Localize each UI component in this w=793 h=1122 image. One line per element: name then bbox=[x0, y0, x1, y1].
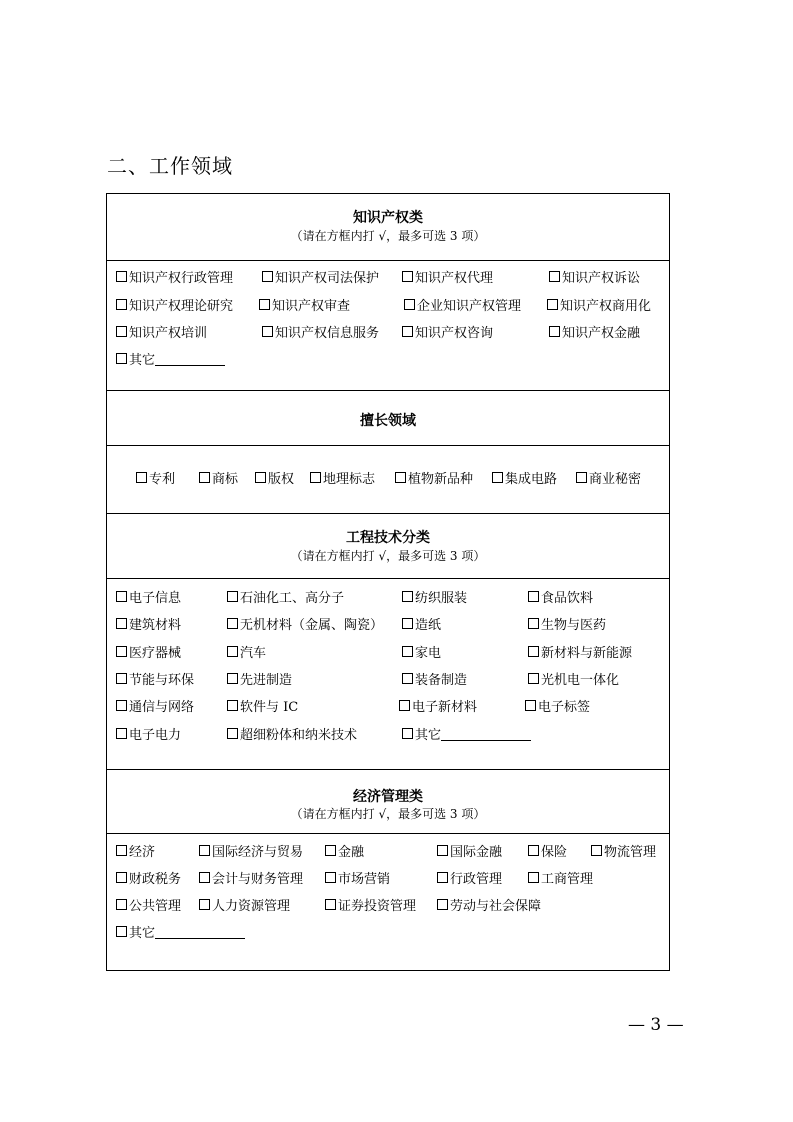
engineering-option[interactable]: 汽车 bbox=[227, 646, 266, 662]
ip-option[interactable]: 知识产权商用化 bbox=[547, 299, 651, 315]
checkbox[interactable] bbox=[528, 591, 539, 602]
engineering-option[interactable]: 石油化工、高分子 bbox=[227, 591, 344, 607]
economic-option[interactable]: 金融 bbox=[325, 845, 364, 861]
expertise-option[interactable]: 地理标志 bbox=[310, 472, 375, 488]
checkbox[interactable] bbox=[227, 591, 238, 602]
engineering-option[interactable]: 电子电力 bbox=[116, 728, 181, 744]
economic-note: （请在方框内打 √，最多可选 3 项） bbox=[290, 807, 486, 821]
ip-options bbox=[107, 260, 669, 390]
ip-option[interactable]: 知识产权审查 bbox=[259, 299, 350, 315]
checkbox[interactable] bbox=[199, 899, 210, 910]
checkbox[interactable] bbox=[325, 845, 336, 856]
ip-header bbox=[107, 194, 669, 260]
economic-title: 经济管理类 bbox=[353, 789, 423, 805]
economic-option[interactable]: 财政税务 bbox=[116, 872, 181, 888]
checkbox[interactable] bbox=[227, 618, 238, 629]
checkbox[interactable] bbox=[492, 472, 503, 483]
checkbox[interactable] bbox=[262, 271, 273, 282]
ip-option[interactable]: 企业知识产权管理 bbox=[404, 299, 521, 315]
checkbox[interactable] bbox=[404, 299, 415, 310]
engineering-option[interactable]: 无机材料（金属、陶瓷） bbox=[227, 618, 383, 634]
expertise-option[interactable]: 集成电路 bbox=[492, 472, 557, 488]
checkbox[interactable] bbox=[116, 299, 127, 310]
engineering-option[interactable]: 纺织服装 bbox=[402, 591, 467, 607]
economic-other-option[interactable]: 其它 bbox=[116, 926, 245, 942]
checkbox[interactable] bbox=[116, 353, 127, 364]
checkbox[interactable] bbox=[116, 700, 127, 711]
checkbox[interactable] bbox=[402, 673, 413, 684]
ip-option[interactable]: 知识产权金融 bbox=[549, 326, 640, 342]
economic-option[interactable]: 保险 bbox=[528, 845, 567, 861]
checkbox[interactable] bbox=[116, 618, 127, 629]
checkbox[interactable] bbox=[525, 700, 536, 711]
checkbox[interactable] bbox=[262, 326, 273, 337]
engineering-option[interactable]: 通信与网络 bbox=[116, 700, 194, 716]
ip-option[interactable]: 知识产权培训 bbox=[116, 326, 207, 342]
checkbox[interactable] bbox=[116, 728, 127, 739]
economic-options bbox=[107, 833, 669, 971]
checkbox[interactable] bbox=[136, 472, 147, 483]
checkbox[interactable] bbox=[395, 472, 406, 483]
checkbox[interactable] bbox=[402, 646, 413, 657]
checkbox[interactable] bbox=[116, 646, 127, 657]
checkbox[interactable] bbox=[199, 845, 210, 856]
checkbox[interactable] bbox=[227, 728, 238, 739]
checkbox[interactable] bbox=[227, 673, 238, 684]
checkbox[interactable] bbox=[259, 299, 270, 310]
checkbox[interactable] bbox=[402, 326, 413, 337]
checkbox[interactable] bbox=[325, 899, 336, 910]
checkbox[interactable] bbox=[402, 728, 413, 739]
checkbox[interactable] bbox=[116, 872, 127, 883]
checkbox[interactable] bbox=[437, 845, 448, 856]
ip-option[interactable]: 知识产权咨询 bbox=[402, 326, 493, 342]
engineering-option[interactable]: 建筑材料 bbox=[116, 618, 181, 634]
checkbox[interactable] bbox=[576, 472, 587, 483]
checkbox[interactable] bbox=[227, 700, 238, 711]
checkbox[interactable] bbox=[528, 872, 539, 883]
engineering-option[interactable]: 装备制造 bbox=[402, 673, 467, 689]
checkbox[interactable] bbox=[399, 700, 410, 711]
engineering-title: 工程技术分类 bbox=[346, 530, 430, 546]
ip-option[interactable]: 知识产权代理 bbox=[402, 271, 493, 287]
expertise-option[interactable]: 专利 bbox=[136, 472, 175, 488]
engineering-option[interactable]: 食品饮料 bbox=[528, 591, 593, 607]
expertise-option[interactable]: 植物新品种 bbox=[395, 472, 473, 488]
other-fill-line[interactable] bbox=[155, 926, 245, 939]
checkbox[interactable] bbox=[402, 271, 413, 282]
engineering-option[interactable]: 新材料与新能源 bbox=[528, 646, 632, 662]
economic-option[interactable]: 人力资源管理 bbox=[199, 899, 290, 915]
checkbox[interactable] bbox=[199, 472, 210, 483]
engineering-option[interactable]: 节能与环保 bbox=[116, 673, 194, 689]
section-heading: 二、工作领域 bbox=[107, 154, 233, 178]
checkbox[interactable] bbox=[528, 673, 539, 684]
engineering-option[interactable]: 家电 bbox=[402, 646, 441, 662]
checkbox[interactable] bbox=[549, 271, 560, 282]
ip-other-option[interactable]: 其它 bbox=[116, 353, 225, 369]
engineering-header bbox=[107, 513, 669, 578]
checkbox[interactable] bbox=[402, 591, 413, 602]
checkbox[interactable] bbox=[116, 673, 127, 684]
economic-header bbox=[107, 769, 669, 833]
expertise-title: 擅长领域 bbox=[360, 413, 416, 429]
engineering-option[interactable]: 软件与 IC bbox=[227, 700, 298, 716]
expertise-options bbox=[107, 445, 669, 513]
economic-option[interactable]: 劳动与社会保障 bbox=[437, 899, 541, 915]
engineering-option[interactable]: 电子新材料 bbox=[399, 700, 477, 716]
engineering-option[interactable]: 先进制造 bbox=[227, 673, 292, 689]
checkbox[interactable] bbox=[528, 618, 539, 629]
checkbox[interactable] bbox=[528, 646, 539, 657]
expertise-header bbox=[107, 390, 669, 445]
expertise-option[interactable]: 版权 bbox=[255, 472, 294, 488]
checkbox[interactable] bbox=[547, 299, 558, 310]
economic-option[interactable]: 工商管理 bbox=[528, 872, 593, 888]
engineering-options bbox=[107, 578, 669, 769]
engineering-option[interactable]: 医疗器械 bbox=[116, 646, 181, 662]
checkbox[interactable] bbox=[116, 899, 127, 910]
checkbox[interactable] bbox=[116, 326, 127, 337]
ip-option[interactable]: 知识产权诉讼 bbox=[549, 271, 640, 287]
checkbox[interactable] bbox=[255, 472, 266, 483]
economic-option[interactable]: 国际经济与贸易 bbox=[199, 845, 303, 861]
economic-option[interactable]: 证券投资管理 bbox=[325, 899, 416, 915]
other-fill-line[interactable] bbox=[155, 353, 225, 366]
expertise-option[interactable]: 商业秘密 bbox=[576, 472, 641, 488]
checkbox[interactable] bbox=[437, 899, 448, 910]
engineering-option[interactable]: 光机电一体化 bbox=[528, 673, 619, 689]
economic-option[interactable]: 国际金融 bbox=[437, 845, 502, 861]
ip-option[interactable]: 知识产权理论研究 bbox=[116, 299, 233, 315]
expertise-option[interactable]: 商标 bbox=[199, 472, 238, 488]
economic-option[interactable]: 市场营销 bbox=[325, 872, 390, 888]
economic-option[interactable]: 行政管理 bbox=[437, 872, 502, 888]
ip-option[interactable]: 知识产权司法保护 bbox=[262, 271, 379, 287]
ip-note: （请在方框内打 √，最多可选 3 项） bbox=[290, 229, 486, 243]
ip-title: 知识产权类 bbox=[353, 210, 423, 226]
checkbox[interactable] bbox=[116, 591, 127, 602]
page-number: — 3 — bbox=[628, 1015, 684, 1035]
checkbox[interactable] bbox=[227, 646, 238, 657]
engineering-other-option[interactable]: 其它 bbox=[402, 728, 531, 744]
engineering-option[interactable]: 电子信息 bbox=[116, 591, 181, 607]
economic-option[interactable]: 经济 bbox=[116, 845, 155, 861]
checkbox[interactable] bbox=[199, 872, 210, 883]
economic-option[interactable]: 会计与财务管理 bbox=[199, 872, 303, 888]
engineering-option[interactable]: 超细粉体和纳米技术 bbox=[227, 728, 357, 744]
engineering-option[interactable]: 电子标签 bbox=[525, 700, 590, 716]
engineering-option[interactable]: 造纸 bbox=[402, 618, 441, 634]
economic-option[interactable]: 公共管理 bbox=[116, 899, 181, 915]
economic-option[interactable]: 物流管理 bbox=[591, 845, 656, 861]
checkbox[interactable] bbox=[116, 926, 127, 937]
ip-option[interactable]: 知识产权信息服务 bbox=[262, 326, 379, 342]
checkbox[interactable] bbox=[325, 872, 336, 883]
checkbox[interactable] bbox=[591, 845, 602, 856]
engineering-note: （请在方框内打 √，最多可选 3 项） bbox=[290, 549, 486, 563]
checkbox[interactable] bbox=[310, 472, 321, 483]
checkbox[interactable] bbox=[549, 326, 560, 337]
other-fill-line[interactable] bbox=[441, 728, 531, 741]
work-domain-form bbox=[106, 193, 670, 971]
ip-option[interactable]: 知识产权行政管理 bbox=[116, 271, 233, 287]
checkbox[interactable] bbox=[437, 872, 448, 883]
engineering-option[interactable]: 生物与医药 bbox=[528, 618, 606, 634]
checkbox[interactable] bbox=[528, 845, 539, 856]
checkbox[interactable] bbox=[116, 845, 127, 856]
checkbox[interactable] bbox=[402, 618, 413, 629]
checkbox[interactable] bbox=[116, 271, 127, 282]
